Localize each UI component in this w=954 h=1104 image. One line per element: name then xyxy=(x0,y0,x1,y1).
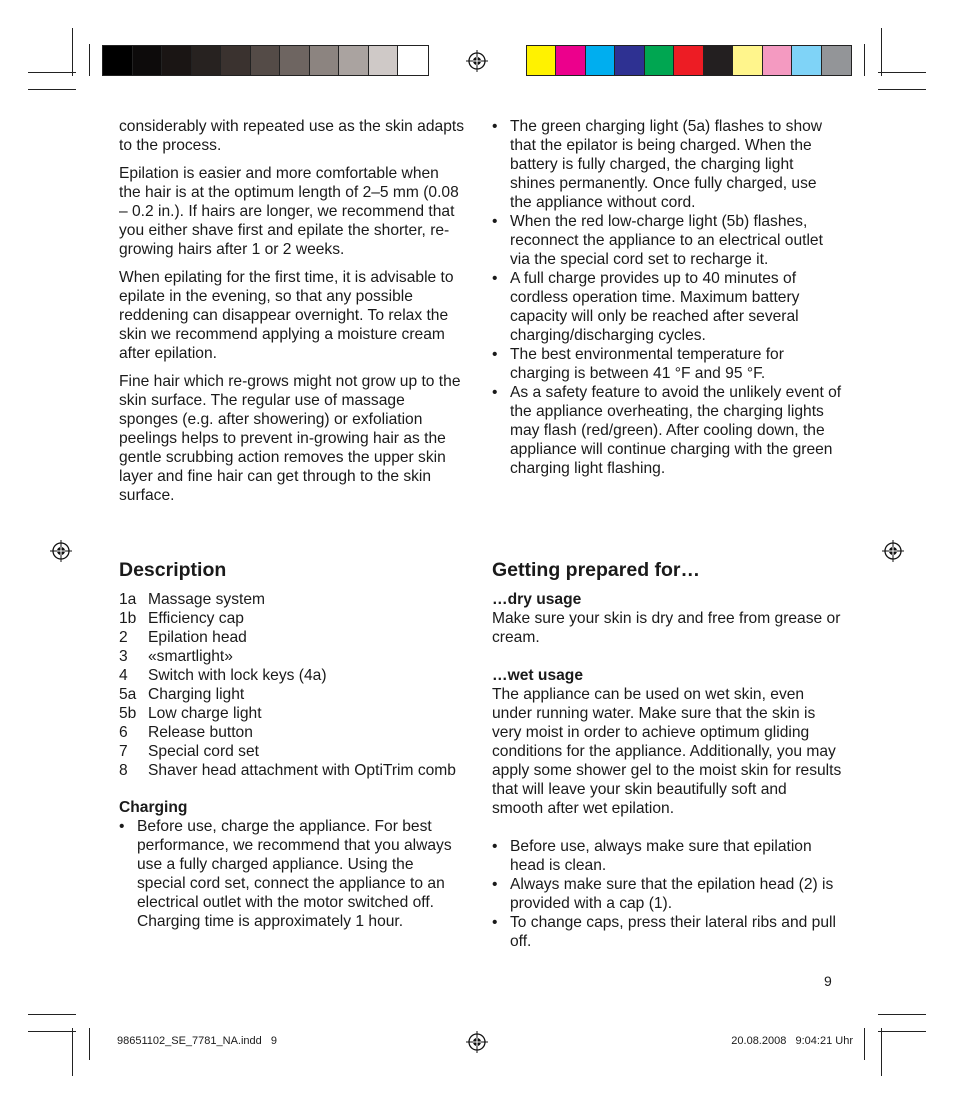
color-swatch xyxy=(645,46,674,75)
bullet-item xyxy=(492,383,842,478)
bullet-dot: • xyxy=(492,213,498,230)
body-paragraph: Fine hair which re-grows might not grow up to the skin surface. The regular use of massage sponges (e.g. after showering) or exfoliation peelings helps to prevent in-growing hair as the gentle scrubbing action removes the upper skin layer and fine hair can get through to the skin surface. xyxy=(119,373,461,504)
charging-bullet-list xyxy=(119,817,464,931)
color-swatch xyxy=(133,46,163,75)
description-item-number: 2 xyxy=(119,629,128,646)
crop-mark xyxy=(878,1031,926,1032)
color-swatch xyxy=(398,46,428,75)
cmyk-color-bar xyxy=(526,45,852,76)
description-item-text: Shaver head attachment with OptiTrim comb xyxy=(148,762,456,779)
description-item-number: 8 xyxy=(119,762,128,779)
crop-mark xyxy=(72,1028,73,1076)
dry-usage-text: Make sure your skin is dry and free from grease or cream. xyxy=(492,610,841,646)
crop-mark xyxy=(28,89,76,90)
preparation-bullet-list xyxy=(492,837,842,951)
color-swatch xyxy=(103,46,133,75)
description-item-text: «smartlight» xyxy=(148,648,233,665)
crop-mark xyxy=(28,1014,76,1015)
description-item-number: 5a xyxy=(119,686,137,703)
color-swatch xyxy=(733,46,762,75)
registration-mark-icon xyxy=(882,540,904,562)
bullet-item xyxy=(492,875,842,913)
color-swatch xyxy=(527,46,556,75)
crop-mark xyxy=(881,28,882,76)
bullet-dot: • xyxy=(492,270,498,287)
bullet-text: Before use, always make sure that epilation head is clean. xyxy=(510,838,812,874)
color-swatch xyxy=(615,46,644,75)
right-column xyxy=(492,117,842,478)
description-item-text: Special cord set xyxy=(148,743,259,760)
bullet-text: A full charge provides up to 40 minutes of cordless operation time. Maximum battery capacity will only be reached after several charging/discharging cycles. xyxy=(510,270,800,344)
description-item-text: Efficiency cap xyxy=(148,610,244,627)
bullet-dot: • xyxy=(492,838,498,855)
color-swatch xyxy=(822,46,851,75)
body-paragraph: When epilating for the first time, it is advisable to epilate in the evening, so that any possible reddening can disappear overnight. To relax the skin we recommend applying a moisture cream after epilation. xyxy=(119,269,454,362)
description-item-text: Charging light xyxy=(148,686,245,703)
crop-mark xyxy=(878,1014,926,1015)
wet-usage-text: The appliance can be used on wet skin, even under running water. Make sure that the skin is very moist in order to achieve optimum gliding conditions for the appliance. Additionally, you may apply some shower gel to the moist skin for results that will leave your skin beautifully soft and smooth after wet epilation. xyxy=(492,686,842,817)
description-item-number: 6 xyxy=(119,724,128,741)
crop-mark xyxy=(864,1028,865,1060)
crop-mark xyxy=(28,1031,76,1032)
crop-mark xyxy=(881,1028,882,1076)
description-item-text: Switch with lock keys (4a) xyxy=(148,667,327,684)
page-number: 9 xyxy=(824,973,832,989)
bullet-dot: • xyxy=(492,118,498,135)
color-swatch xyxy=(280,46,310,75)
bullet-dot: • xyxy=(119,818,125,835)
bullet-item xyxy=(492,117,842,212)
description-list xyxy=(119,590,464,780)
bullet-dot: • xyxy=(492,384,498,401)
description-item xyxy=(119,647,464,666)
bullet-item xyxy=(492,269,842,345)
color-swatch xyxy=(369,46,399,75)
crop-mark xyxy=(878,72,926,73)
color-swatch xyxy=(704,46,733,75)
crop-mark xyxy=(878,89,926,90)
bullet-text: When the red low-charge light (5b) flashes, reconnect the appliance to an electrical outlet via the special cord set to recharge it. xyxy=(510,213,823,268)
crop-mark xyxy=(28,72,76,73)
registration-mark-icon xyxy=(466,50,488,72)
description-item xyxy=(119,628,464,647)
color-swatch xyxy=(674,46,703,75)
description-item-text: Release button xyxy=(148,724,253,741)
bullet-item xyxy=(119,817,464,931)
color-swatch xyxy=(339,46,369,75)
color-swatch xyxy=(310,46,340,75)
description-item-text: Massage system xyxy=(148,591,265,608)
bullet-text: As a safety feature to avoid the unlikely event of the appliance overheating, the charging lights may flash (red/green). After cooling down, the appliance will continue charging with the green charging light flashing. xyxy=(510,384,842,477)
grayscale-color-bar xyxy=(102,45,429,76)
crop-mark xyxy=(72,28,73,76)
bullet-text: To change caps, press their lateral ribs and pull off. xyxy=(510,914,836,950)
description-item xyxy=(119,609,464,628)
description-section xyxy=(119,558,464,931)
description-item-text: Epilation head xyxy=(148,629,247,646)
getting-prepared-heading: Getting prepared for… xyxy=(492,559,701,581)
description-item xyxy=(119,742,464,761)
description-item xyxy=(119,723,464,742)
bullet-item xyxy=(492,913,842,951)
color-swatch xyxy=(192,46,222,75)
description-item xyxy=(119,666,464,685)
description-item-number: 4 xyxy=(119,667,128,684)
color-swatch xyxy=(586,46,615,75)
bullet-dot: • xyxy=(492,914,498,931)
body-paragraph: considerably with repeated use as the skin adapts to the process. xyxy=(119,118,465,154)
body-paragraph: Epilation is easier and more comfortable when the hair is at the optimum length of 2–5 mm (0.08 – 0.2 in.). If hairs are longer, we recommend that you either shave first and epilate the shorter, re-growing hairs after 1 or 2 weeks. xyxy=(119,165,459,258)
description-item-number: 5b xyxy=(119,705,137,722)
bullet-text: Before use, charge the appliance. For best performance, we recommend that you always use a fully charged appliance. Using the special cord set, connect the appliance to an electrical outlet with the motor switched off. Charging time is approximately 1 hour. xyxy=(137,818,452,930)
wet-usage-heading: …wet usage xyxy=(492,667,583,684)
bullet-item xyxy=(492,837,842,875)
description-item-number: 7 xyxy=(119,743,128,760)
crop-mark xyxy=(89,44,90,76)
bullet-item xyxy=(492,212,842,269)
description-item xyxy=(119,704,464,723)
crop-mark xyxy=(864,44,865,76)
bullet-text: The best environmental temperature for charging is between 41 °F and 95 °F. xyxy=(510,346,784,382)
dry-usage-heading: …dry usage xyxy=(492,591,582,608)
bullet-text: The green charging light (5a) flashes to show that the epilator is being charged. When the battery is fully charged, the charging light shines permanently. Once fully charged, use the appliance without cord. xyxy=(510,118,823,211)
getting-prepared-section xyxy=(492,558,842,951)
left-column xyxy=(119,117,464,514)
description-item xyxy=(119,761,464,780)
color-swatch xyxy=(556,46,585,75)
footer-timestamp: 20.08.2008 9:04:21 Uhr xyxy=(731,1035,853,1047)
color-swatch xyxy=(251,46,281,75)
footer-file-name: 98651102_SE_7781_NA.indd 9 xyxy=(117,1035,278,1047)
charging-heading: Charging xyxy=(119,799,188,816)
color-swatch xyxy=(792,46,821,75)
bullet-dot: • xyxy=(492,876,498,893)
bullet-text: Always make sure that the epilation head (2) is provided with a cap (1). xyxy=(510,876,834,912)
charging-bullet-list-continued xyxy=(492,117,842,478)
color-swatch xyxy=(221,46,251,75)
description-item-text: Low charge light xyxy=(148,705,262,722)
description-item xyxy=(119,590,464,609)
registration-mark-icon xyxy=(466,1031,488,1053)
description-item-number: 3 xyxy=(119,648,128,665)
color-swatch xyxy=(763,46,792,75)
registration-mark-icon xyxy=(50,540,72,562)
bullet-item xyxy=(492,345,842,383)
bullet-dot: • xyxy=(492,346,498,363)
description-item-number: 1a xyxy=(119,591,137,608)
description-item-number: 1b xyxy=(119,610,137,627)
crop-mark xyxy=(89,1028,90,1060)
color-swatch xyxy=(162,46,192,75)
description-heading: Description xyxy=(119,559,227,581)
description-item xyxy=(119,685,464,704)
